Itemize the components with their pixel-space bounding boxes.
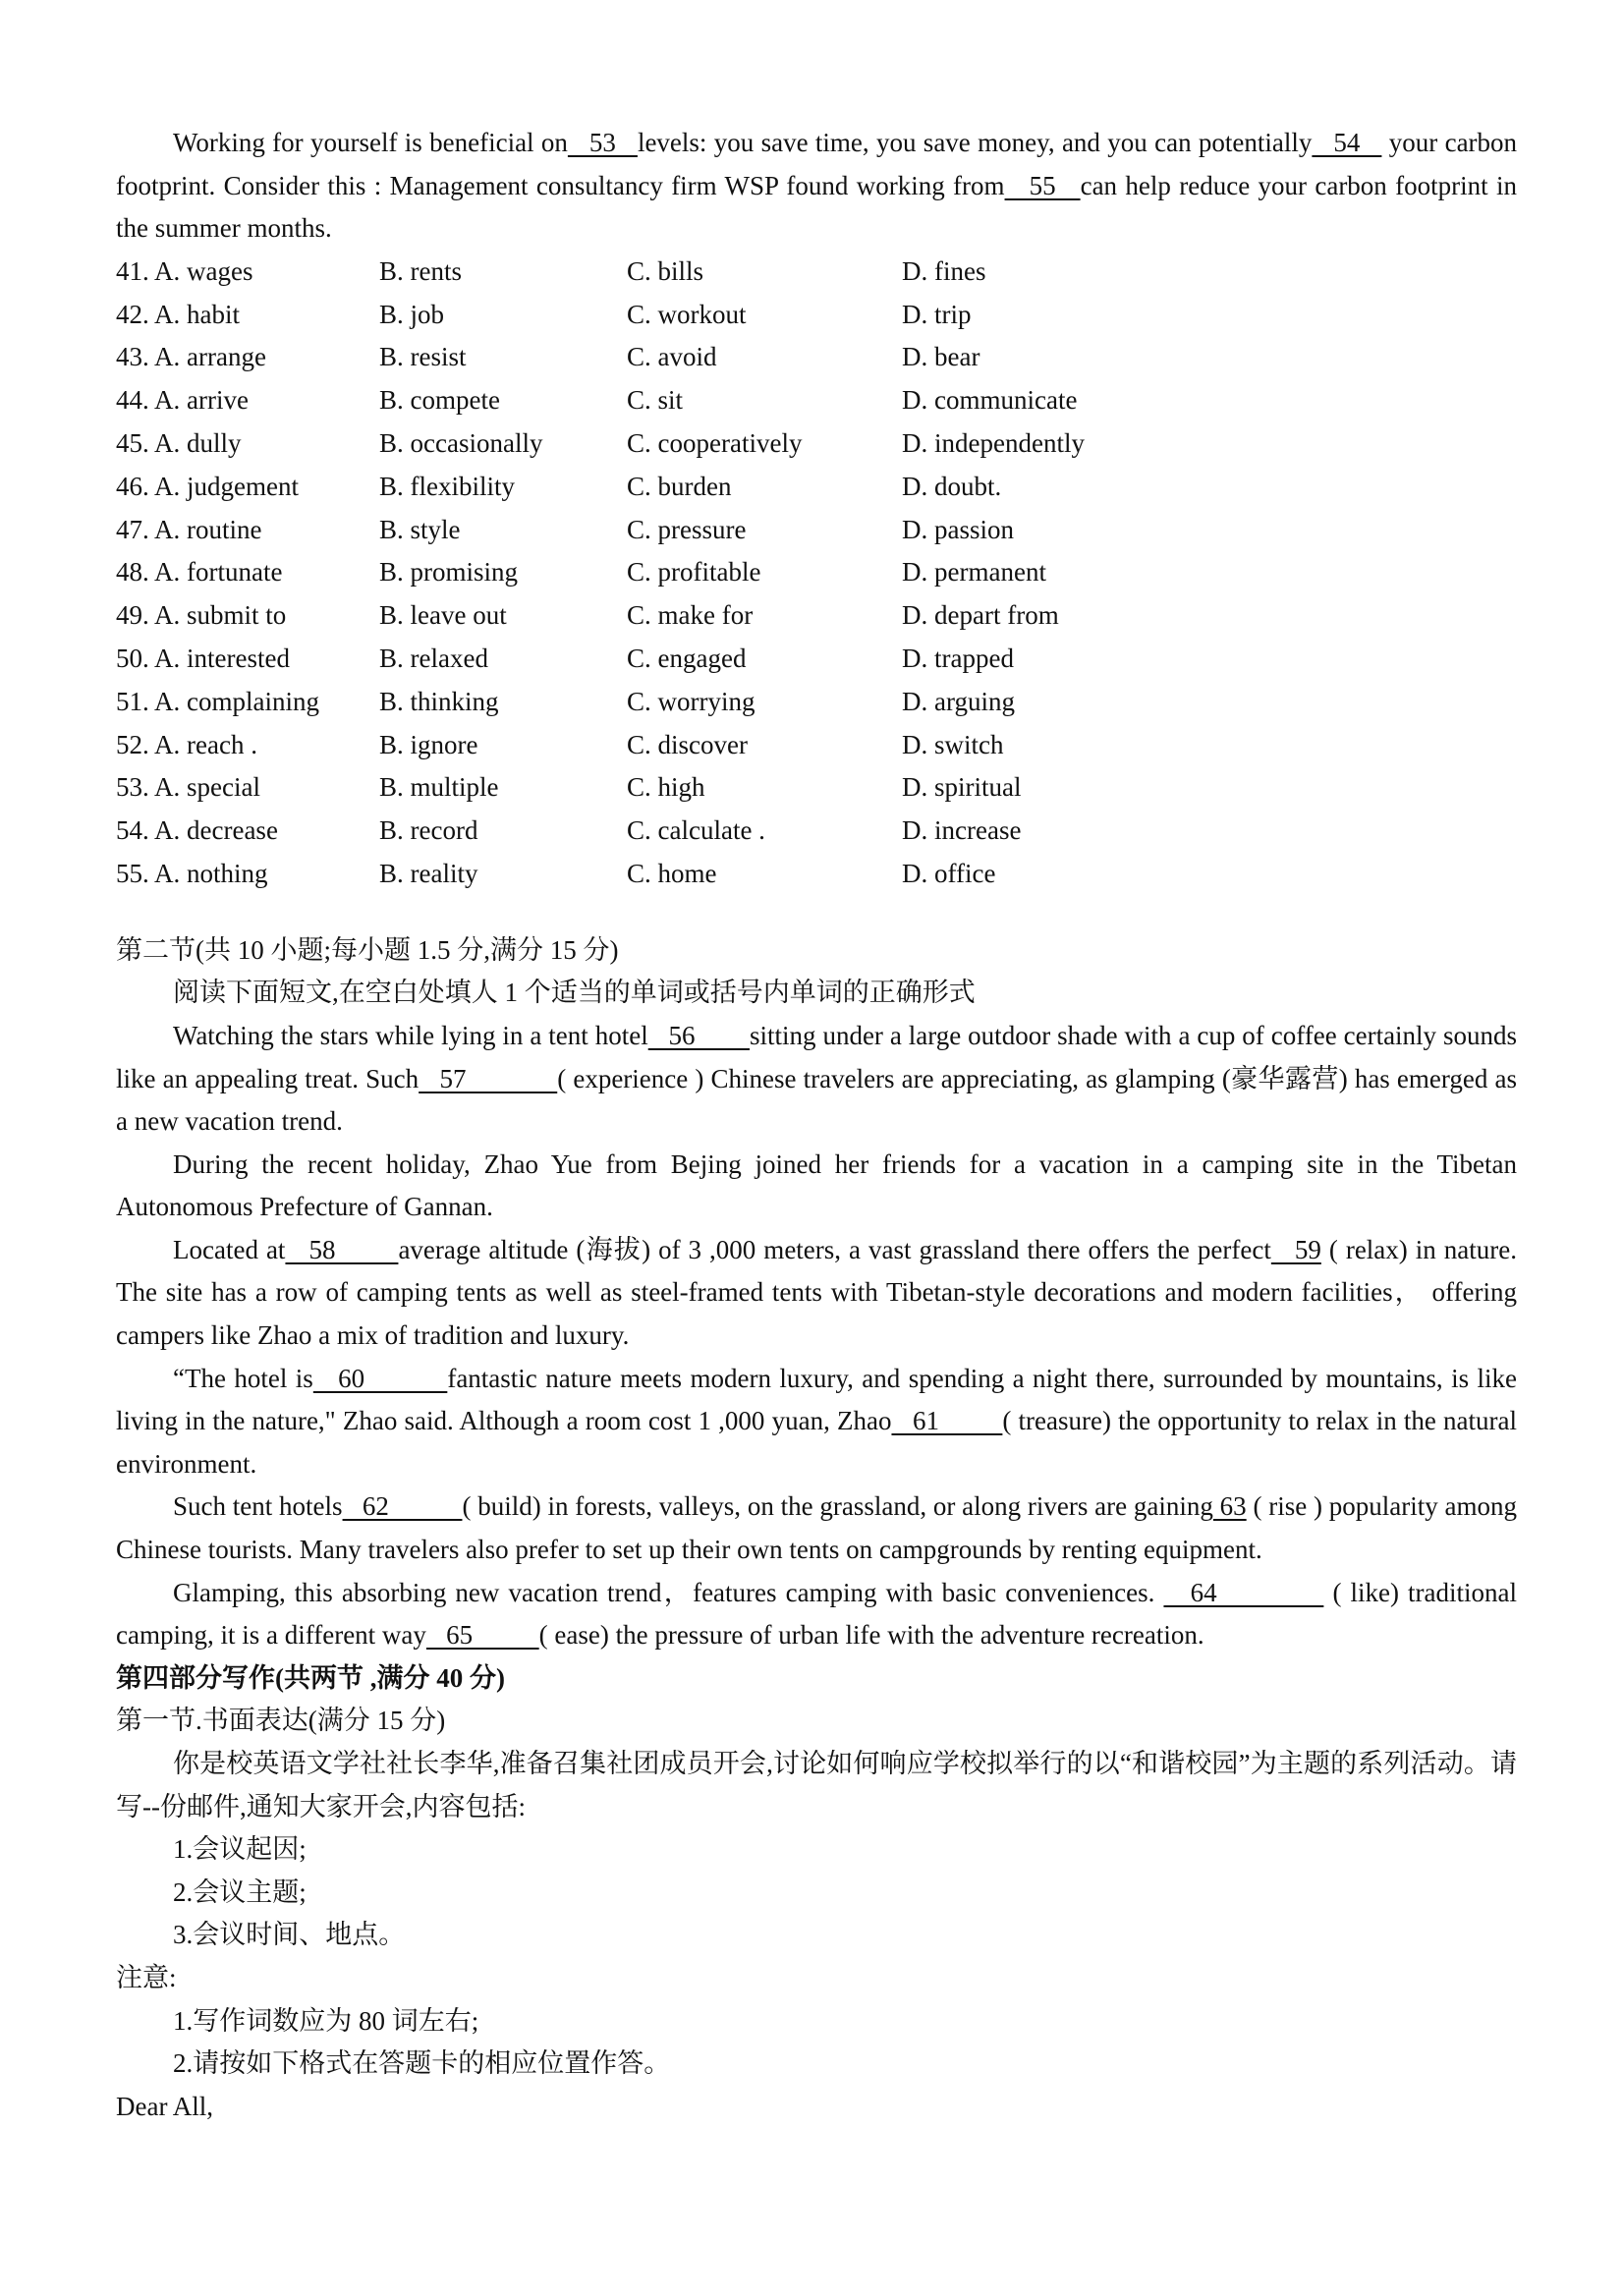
passage-paragraph-6 (116, 1572, 1517, 1657)
passage-text: Such tent hotels (173, 1491, 343, 1522)
option-row (116, 638, 1517, 681)
passage-text: ( like) traditional camping, it is a different way (116, 1577, 1517, 1651)
option-b: B. reality (379, 858, 478, 888)
option-d: D. spiritual (902, 772, 1022, 803)
passage-text: Located at (173, 1234, 286, 1264)
option-c: C. worrying (627, 686, 756, 716)
option-b: B. flexibility (379, 471, 515, 501)
blank-54: 54 (1312, 128, 1382, 157)
passage-text: Working for yourself is beneficial on (173, 128, 568, 157)
task-item: 2.会议主题; (173, 1876, 307, 1907)
option-row (116, 594, 1517, 638)
option-d: D. increase (902, 815, 1022, 846)
blank-59: 59 (1270, 1234, 1321, 1264)
option-b: B. rents (379, 255, 462, 286)
option-b: B. record (379, 815, 478, 846)
option-d: D. office (902, 858, 996, 888)
option-b: B. resist (379, 342, 467, 372)
passage-text: Watching the stars while lying in a tent hotel (173, 1020, 648, 1050)
option-row (116, 422, 1517, 466)
option-d: D. communicate (902, 385, 1078, 416)
passage-paragraph-3 (116, 1229, 1517, 1358)
option-d: D. arguing (902, 686, 1015, 716)
blank-60: 60 (312, 1363, 448, 1393)
option-a: 49. A. submit to (116, 600, 287, 631)
option-row (116, 853, 1517, 896)
option-c: C. avoid (627, 342, 717, 372)
blank-58: 58 (285, 1234, 399, 1264)
passage-text: ( ease) the pressure of urban life with the adventure recreation. (538, 1620, 1204, 1651)
section-2-title: 第二节(共 10 小题;每小题 1.5 分,满分 15 分) (116, 934, 619, 965)
option-c: C. burden (627, 471, 732, 501)
option-a: 47. A. routine (116, 514, 262, 544)
option-row (116, 379, 1517, 422)
option-a: 52. A. reach . (116, 729, 257, 759)
blank-57: 57 (419, 1063, 558, 1093)
option-d: D. trapped (902, 643, 1014, 673)
passage-text: fantastic nature meets modern luxury, and spending a night there, surrounded by mountains, is like living in the nature," Zhao said. Although a room cost 1 ,000 yuan, Zhao (116, 1363, 1518, 1436)
option-c: C. make for (627, 600, 754, 631)
option-row (116, 681, 1517, 724)
option-row (116, 336, 1517, 379)
task-item: 1.会议起因; (173, 1834, 307, 1865)
option-a: 51. A. complaining (116, 686, 319, 716)
option-c: C. calculate . (627, 815, 765, 846)
option-c: C. home (627, 858, 717, 888)
option-row (116, 251, 1517, 294)
option-d: D. trip (902, 299, 972, 329)
cloze-passage-end (116, 122, 1517, 251)
note-item: 2.请按如下格式在答题卡的相应位置作答。 (173, 2048, 671, 2079)
option-b: B. ignore (379, 729, 478, 759)
section-2-instruction: 阅读下面短文,在空白处填人 1 个适当的单词或括号内单词的正确形式 (173, 978, 976, 1008)
passage-text: levels: you save time, you save money, and you can potentially (637, 128, 1313, 157)
option-d: D. passion (902, 514, 1014, 544)
part-4-section-1-title: 第一节.书面表达(满分 15 分) (116, 1706, 446, 1736)
option-d: D. fines (902, 255, 986, 286)
passage-text: Glamping, this absorbing new vacation trend，features camping with basic conveniences. (173, 1577, 1155, 1607)
passage-paragraph-2: During the recent holiday, Zhao Yue from Bejing joined her friends for a vacation in a camping site in the Tibetan Autonomous Prefecture of Gannan. (116, 1148, 1517, 1222)
passage-text: ( relax) in nature. The site has a row of camping tents as well as steel-framed tents with Tibetan-style decorations and modern facilities， offering campers like Zhao a mix of tradition and luxury. (116, 1234, 1517, 1351)
option-a: 54. A. decrease (116, 815, 278, 846)
option-row (116, 810, 1517, 853)
blank-61: 61 (891, 1406, 1003, 1436)
option-c: C. pressure (627, 514, 747, 544)
blank-65: 65 (425, 1620, 539, 1651)
option-c: C. engaged (627, 643, 747, 673)
passage-text: ( treasure) the opportunity to relax in the natural environment. (116, 1406, 1517, 1479)
blank-62: 62 (342, 1491, 463, 1522)
note-item: 1.写作词数应为 80 词左右; (173, 2005, 479, 2036)
option-a: 53. A. special (116, 772, 260, 803)
letter-salutation: Dear All, (116, 2091, 213, 2121)
option-b: B. occasionally (379, 427, 543, 458)
option-c: C. high (627, 772, 705, 803)
option-row (116, 466, 1517, 509)
spacer (116, 896, 1517, 929)
option-a: 41. A. wages (116, 255, 253, 286)
exam-page (116, 122, 1517, 2128)
passage-text: can help reduce (1080, 170, 1251, 200)
passage-paragraph-5 (116, 1485, 1517, 1571)
option-d: D. switch (902, 729, 1004, 759)
option-c: C. sit (627, 385, 684, 416)
option-b: B. leave out (379, 600, 507, 631)
option-a: 45. A. dully (116, 427, 242, 458)
passage-text: average altitude (海拔) of 3 ,000 meters, a vast grassland there offers the perfect (398, 1234, 1271, 1264)
option-d: D. permanent (902, 557, 1046, 588)
option-b: B. relaxed (379, 643, 488, 673)
blank-53: 53 (567, 128, 638, 157)
part-4-title: 第四部分写作(共两节 ,满分 40 分) (116, 1662, 505, 1693)
writing-task: 你是校英语文学社社长李华,准备召集社团成员开会,讨论如何响应学校拟举行的以“和谐校园”为主题的系列活动。请写--份邮件,通知大家开会,内容包括: (116, 1749, 1517, 1821)
option-a: 55. A. nothing (116, 858, 268, 888)
options-list (116, 251, 1517, 896)
option-b: B. compete (379, 385, 500, 416)
option-b: B. multiple (379, 772, 499, 803)
option-a: 48. A. fortunate (116, 557, 283, 588)
option-c: C. cooperatively (627, 427, 803, 458)
option-row (116, 724, 1517, 767)
option-a: 46. A. judgement (116, 471, 299, 501)
passage-text: sitting under a large outdoor shade with a cup of coffee certainly sounds like an appealing treat. Such (116, 1020, 1518, 1093)
blank-64: 64 (1163, 1577, 1324, 1607)
passage-text: ( rise ) popularity among Chinese tourists. Many travelers also prefer to set up their own tents on campgrounds by renting equipment. (116, 1491, 1518, 1565)
passage-text: “The hotel is (173, 1363, 313, 1393)
blank-55: 55 (1004, 170, 1081, 200)
passage-text: ( build) in forests, valleys, on the grassland, or along rivers are gaining (462, 1491, 1213, 1522)
option-c: C. profitable (627, 557, 761, 588)
task-item: 3.会议时间、地点。 (173, 1920, 406, 1950)
blank-63: 63 (1212, 1491, 1247, 1522)
option-a: 43. A. arrange (116, 342, 266, 372)
option-c: C. workout (627, 299, 747, 329)
option-b: B. style (379, 514, 461, 544)
option-c: C. discover (627, 729, 748, 759)
option-d: D. depart from (902, 600, 1059, 631)
passage-paragraph-1 (116, 1015, 1517, 1144)
note-label: 注意: (116, 1962, 177, 1992)
passage-text: your carbon footprint. Consider this : Management consultancy firm WSP found working from (116, 128, 1518, 200)
option-row (116, 509, 1517, 552)
option-row (116, 294, 1517, 337)
option-a: 50. A. interested (116, 643, 290, 673)
option-b: B. job (379, 299, 445, 329)
passage-text: ( experience ) Chinese travelers are appreciating, as glamping (豪华露营) has emerged as a new vacation trend. (116, 1063, 1518, 1137)
passage-text: your carbon footprint in the summer months. (116, 170, 1517, 244)
blank-56: 56 (647, 1020, 750, 1050)
option-c: C. bills (627, 255, 704, 286)
option-d: D. bear (902, 342, 980, 372)
option-b: B. thinking (379, 686, 499, 716)
option-d: D. doubt. (902, 471, 1002, 501)
option-a: 44. A. arrive (116, 385, 249, 416)
passage-paragraph-4 (116, 1358, 1517, 1486)
option-a: 42. A. habit (116, 299, 240, 329)
option-b: B. promising (379, 557, 519, 588)
option-row (116, 551, 1517, 594)
option-d: D. independently (902, 427, 1085, 458)
option-row (116, 766, 1517, 810)
